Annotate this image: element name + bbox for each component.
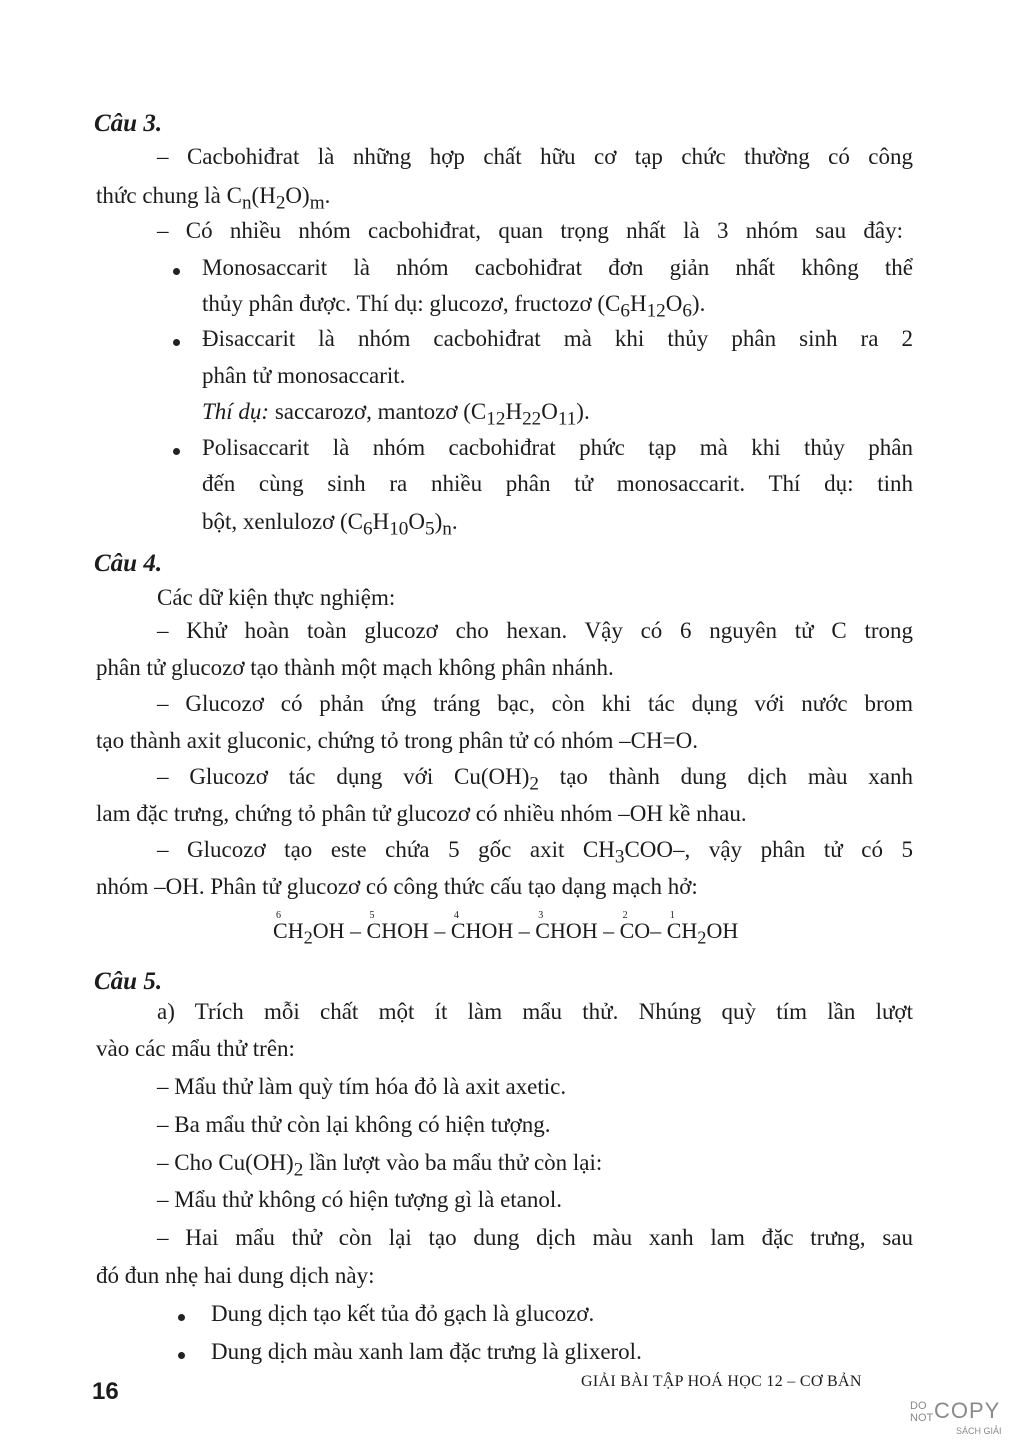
- formula-text: HOH –: [465, 918, 536, 943]
- q3-subscript: 6: [620, 300, 630, 322]
- q4-line-6: [157, 763, 913, 799]
- q3-line-2: [96, 182, 330, 218]
- formula-carbon-3: [535, 910, 550, 944]
- q3-text: (H: [251, 183, 276, 208]
- formula-carbon-1: [666, 910, 682, 944]
- formula-subscript: 2: [303, 927, 313, 948]
- watermark-do-not: [910, 1400, 933, 1424]
- q3-text: O): [285, 183, 310, 208]
- q5-line-2: vào các mẩu thử trên:: [96, 1036, 295, 1061]
- q3-line-1: – Cacbohiđrat là những hợp chất hữu cơ tạp chức thường có công: [157, 144, 913, 169]
- formula-text: OH –: [312, 918, 367, 943]
- q3-bullet-3-line-1: Polisaccarit là nhóm cacbohiđrat phức tạp mà khi thủy phân: [202, 435, 913, 460]
- q5-text: lần lượt vào ba mẩu thử còn lại:: [303, 1150, 603, 1175]
- q3-bullet-1-line-1: Monosaccarit là nhóm cacbohiđrat đơn giản nhất không thể: [202, 255, 913, 280]
- q3-subscript: 5: [424, 518, 435, 540]
- page-number: 16: [92, 1378, 119, 1405]
- formula-carbon-6: [273, 910, 288, 944]
- q5-line-5: [157, 1149, 602, 1185]
- formula-text: O–: [634, 918, 667, 943]
- formula-carbon-4: [450, 910, 466, 944]
- q4-text: – Glucozơ tạo este chứa 5 gốc axit CH: [157, 837, 615, 862]
- q3-subscript: 6: [682, 300, 692, 322]
- q3-text: thủy phân được. Thí dụ: glucozơ, fructozơ (C: [202, 291, 621, 316]
- q4-text: tạo thành dung dịch màu xanh: [538, 764, 913, 789]
- q4-line-5: tạo thành axit gluconic, chứng tỏ trong phân tử có nhóm –CH=O.: [96, 728, 698, 753]
- q3-italic: Thí dụ:: [202, 399, 270, 424]
- q3-text: H: [505, 399, 523, 424]
- formula-text: C: [273, 918, 288, 943]
- q4-subscript: 2: [529, 773, 539, 795]
- watermark-text: DO: [910, 1400, 927, 1412]
- q3-subscript: n: [241, 192, 252, 214]
- q3-line-3: – Có nhiều nhóm cacbohiđrat, quan trọng nhất là 3 nhóm sau đây:: [157, 218, 903, 243]
- q5-text: – Cho Cu(OH): [157, 1150, 294, 1175]
- formula-text: C: [535, 918, 550, 943]
- q3-subscript: 6: [363, 518, 373, 540]
- q3-subscript: m: [309, 192, 325, 214]
- q4-line-8: [157, 836, 913, 872]
- q5-line-4: – Ba mẩu thử còn lại không có hiện tượng.: [157, 1112, 551, 1137]
- carbon-number: 3: [538, 910, 544, 921]
- question-3-heading: Câu 3.: [94, 110, 163, 137]
- watermark-text: NOT: [910, 1412, 934, 1424]
- q3-subscript: 22: [522, 408, 542, 430]
- q3-subscript: 2: [275, 192, 286, 214]
- q4-line-4: – Glucozơ có phản ứng tráng bạc, còn khi tác dụng với nước brom: [157, 691, 913, 716]
- question-4-heading: Câu 4.: [94, 550, 163, 577]
- q3-text: H: [372, 509, 390, 534]
- carbon-number: 1: [669, 910, 675, 921]
- q3-text: ).: [691, 291, 706, 316]
- q5-bullet-2: Dung dịch màu xanh lam đặc trưng là glixerol.: [211, 1339, 642, 1364]
- carbon-number: 4: [453, 910, 459, 921]
- q3-bullet-2-line-2: phân tử monosaccarit.: [202, 363, 406, 388]
- carbon-number: 2: [622, 910, 628, 921]
- carbon-number: 6: [276, 910, 281, 921]
- formula-carbon-5: [366, 910, 382, 944]
- bullet-icon: [173, 339, 180, 346]
- formula-text: HOH –: [549, 918, 620, 943]
- book-title-footer: GIẢI BÀI TẬP HOÁ HỌC 12 – CƠ BẢN: [581, 1373, 862, 1390]
- carbon-number: 5: [369, 910, 375, 921]
- q3-bullet-3-line-3: [202, 508, 458, 544]
- formula-carbon-2: [619, 910, 635, 944]
- q3-subscript: 11: [557, 408, 577, 430]
- watermark-site: SÁCH GIẢI: [956, 1426, 1002, 1436]
- do-not-copy-watermark: [910, 1400, 1014, 1444]
- q3-text: thức chung là C: [96, 183, 242, 208]
- question-5-heading: Câu 5.: [94, 968, 163, 995]
- watermark-copy: COPY: [934, 1398, 1001, 1423]
- q3-bullet-2-line-3: [202, 398, 590, 434]
- q5-line-7: – Hai mẩu thử còn lại tạo dung dịch màu xanh lam đặc trưng, sau: [157, 1225, 913, 1250]
- q3-text: ): [434, 509, 443, 534]
- formula-text: C: [666, 918, 682, 943]
- bullet-icon: [173, 448, 180, 455]
- bullet-icon: [178, 1314, 185, 1321]
- formula-text: H: [681, 918, 698, 943]
- formula-subscript: 2: [697, 927, 707, 948]
- q4-subscript: 3: [614, 846, 625, 868]
- q3-text: saccarozơ, mantozơ (C: [269, 399, 487, 424]
- q3-text: ).: [576, 399, 590, 424]
- q3-subscript: 10: [389, 518, 409, 540]
- formula-text: C: [619, 918, 635, 943]
- bullet-icon: [173, 268, 180, 275]
- formula-text: HOH –: [381, 918, 451, 943]
- formula-text: H: [287, 918, 304, 943]
- q5-line-3: – Mẩu thử làm quỳ tím hóa đỏ là axit axetic.: [157, 1074, 567, 1099]
- q4-line-7: lam đặc trưng, chứng tỏ phân tử glucozơ có nhiều nhóm –OH kề nhau.: [96, 801, 747, 826]
- formula-text: OH: [706, 918, 739, 943]
- formula-text: C: [450, 918, 466, 943]
- q3-text: .: [324, 183, 331, 208]
- q4-line-9: nhóm –OH. Phân tử glucozơ có công thức cấu tạo dạng mạch hở:: [96, 874, 698, 899]
- q3-bullet-3-line-2: đến cùng sinh ra nhiều phân tử monosaccarit. Thí dụ: tinh: [202, 471, 913, 496]
- q4-line-1: Các dữ kiện thực nghiệm:: [157, 585, 396, 610]
- q5-line-8: đó đun nhẹ hai dung dịch này:: [96, 1263, 375, 1288]
- q3-subscript: 12: [486, 408, 506, 430]
- q3-text: O: [541, 399, 558, 424]
- q4-text: – Glucozơ tác dụng với Cu(OH): [157, 764, 530, 789]
- q3-text: O: [665, 291, 683, 316]
- q5-line-1: a) Trích mỗi chất một ít làm mẩu thử. Nhúng quỳ tím lần lượt: [157, 999, 913, 1024]
- q3-subscript: n: [442, 518, 452, 540]
- q3-subscript: 12: [646, 300, 666, 322]
- q5-subscript: 2: [293, 1159, 304, 1181]
- q5-line-6: – Mẩu thử không có hiện tượng gì là etanol.: [157, 1187, 563, 1212]
- formula-text: C: [366, 918, 382, 943]
- q3-text: bột, xenlulozơ (C: [202, 509, 363, 534]
- q4-line-2: – Khử hoàn toàn glucozơ cho hexan. Vậy có 6 nguyên tử C trong: [157, 618, 913, 643]
- q3-bullet-2-line-1: Đisaccarit là nhóm cacbohiđrat mà khi thủy phân sinh ra 2: [202, 326, 913, 351]
- q3-text: H: [629, 291, 647, 316]
- q3-text: .: [451, 509, 458, 534]
- q5-bullet-1: Dung dịch tạo kết tủa đỏ gạch là glucozơ.: [211, 1301, 595, 1326]
- glucose-structural-formula: [273, 910, 739, 948]
- bullet-icon: [178, 1352, 185, 1359]
- q4-line-3: phân tử glucozơ tạo thành một mạch không phân nhánh.: [96, 655, 614, 680]
- q4-text: COO–, vậy phân tử có 5: [624, 837, 913, 862]
- q3-text: O: [408, 509, 425, 534]
- q3-bullet-1-line-2: [202, 290, 705, 326]
